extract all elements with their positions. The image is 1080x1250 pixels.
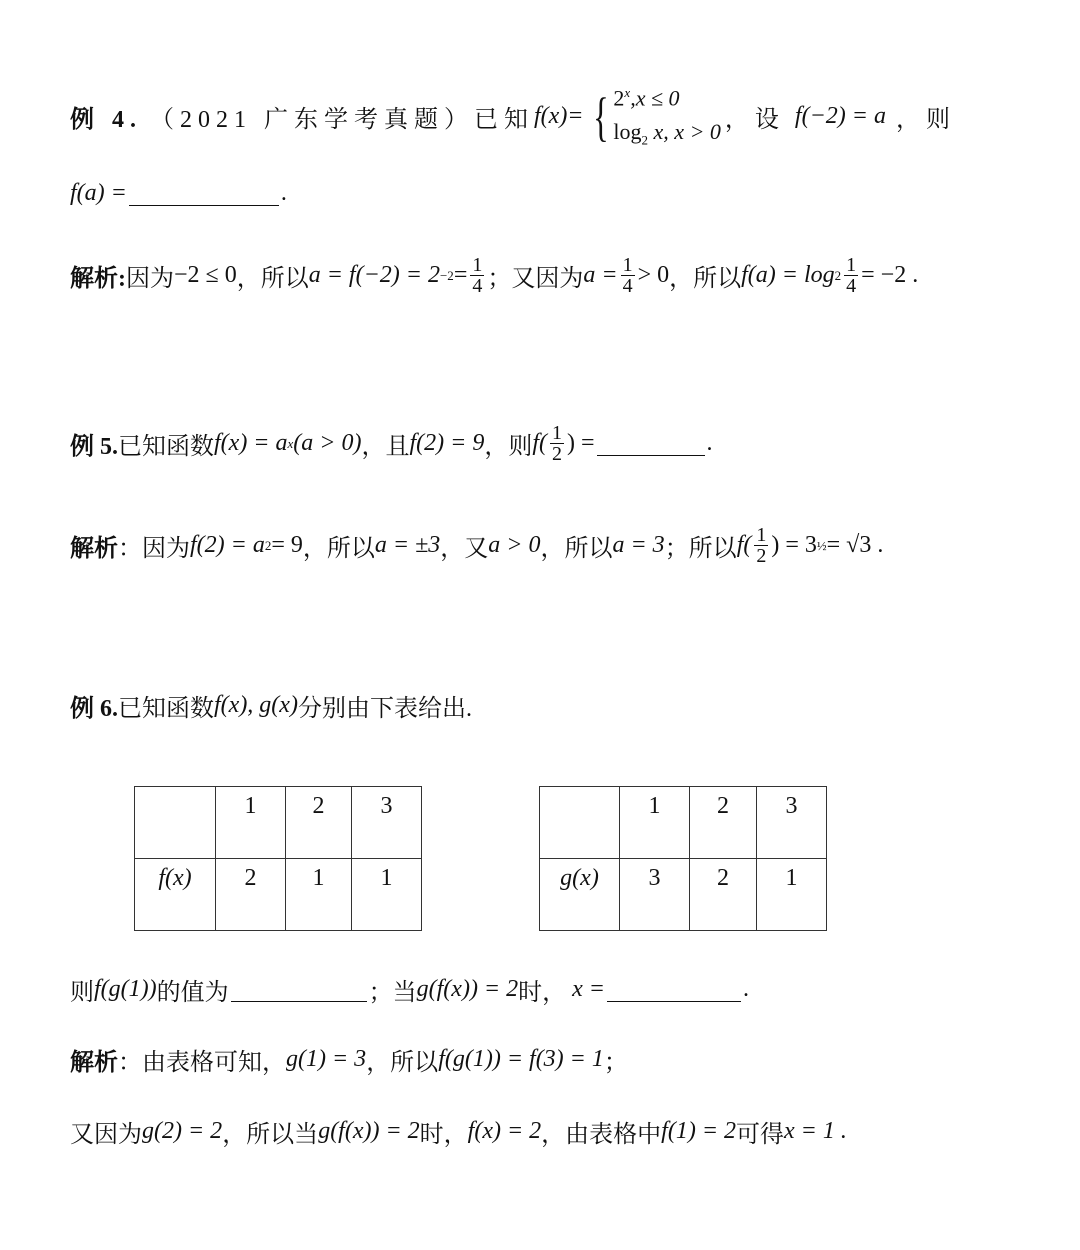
text: ，所以 xyxy=(236,266,309,292)
text: 又因为 xyxy=(70,1122,142,1148)
text: 由表格可知， xyxy=(142,1050,286,1076)
text: ： xyxy=(118,536,142,562)
table-row xyxy=(135,859,422,931)
case1: 2 xyxy=(613,85,625,111)
math: f(g(1)) = f(3) = 1 xyxy=(438,1046,604,1072)
math: f(1) = 2 xyxy=(661,1118,737,1144)
answer-blank[interactable] xyxy=(597,431,705,456)
table-cell: g(x) xyxy=(540,859,620,931)
text: 可得 xyxy=(736,1122,785,1148)
solution-label: 解析 xyxy=(70,536,118,562)
math: f( xyxy=(532,430,547,456)
case2-cond: x, x > 0 xyxy=(648,119,721,145)
period: . xyxy=(742,976,749,1002)
ex5-question xyxy=(70,423,713,464)
math: a = f(−2) = 2 xyxy=(308,262,440,288)
text: ，所以 xyxy=(302,536,375,562)
ex4-set-expr: f(−2) = a xyxy=(794,103,886,130)
text: ，所以当 xyxy=(222,1122,319,1148)
math: a = xyxy=(583,262,618,288)
math: ) = 3 xyxy=(771,532,817,558)
math: a = 3 xyxy=(612,532,665,558)
text: ，则 xyxy=(484,434,533,460)
math: f(x) = 2 xyxy=(467,1118,542,1144)
math: g(2) = 2 xyxy=(142,1118,223,1144)
ex6-label: 例 6. xyxy=(70,696,118,722)
table-row xyxy=(540,787,827,859)
table-cell: 1 xyxy=(352,859,422,931)
ex6-ask xyxy=(70,972,749,1007)
fraction: $\frac{1}{2}$ xyxy=(756,524,767,567)
math: = 9 xyxy=(271,532,303,558)
fraction: $\frac{1}{2}$ xyxy=(552,422,562,465)
text: ，所以 xyxy=(540,536,613,562)
case1-sup: x xyxy=(624,85,631,100)
math: f( xyxy=(736,532,752,558)
text: 因为 xyxy=(142,536,190,562)
math: g(f(x)) = 2 xyxy=(318,1118,420,1144)
fraction: $\frac{1}{4}$ xyxy=(472,254,483,297)
text: 分别由下表给出. xyxy=(297,696,472,722)
math: = xyxy=(453,262,468,288)
math: = −2 . xyxy=(861,262,919,288)
text: 因为 xyxy=(126,266,174,292)
fraction: $\frac{1}{4}$ xyxy=(846,254,857,297)
table-cell xyxy=(135,787,216,859)
ex5-label: 例 5. xyxy=(70,434,118,460)
table-cell xyxy=(540,787,620,859)
text: 时， xyxy=(518,980,567,1006)
text: 已知函数 xyxy=(118,696,214,722)
math: a > 0 xyxy=(488,532,541,558)
math: x = xyxy=(572,976,605,1002)
math: f(x), g(x) xyxy=(214,692,298,718)
case2-sub: 2 xyxy=(641,132,649,148)
math: = √3 . xyxy=(826,532,884,558)
text: 的值为 xyxy=(156,980,229,1006)
math: a = ±3 xyxy=(374,532,441,558)
math: (a > 0) xyxy=(293,430,362,456)
ex4-ask-expr: f(a) = xyxy=(70,180,127,206)
math: ) = xyxy=(567,430,595,456)
sup: ½ xyxy=(816,537,827,553)
solution-label: 解析: xyxy=(70,266,126,292)
fraction: $\frac{1}{4}$ xyxy=(622,254,633,297)
ex4-set: ，设 xyxy=(724,107,785,134)
math: g(f(x)) = 2 xyxy=(416,976,519,1002)
ex6-solution xyxy=(70,1042,628,1077)
sub: 2 xyxy=(834,267,842,283)
answer-blank[interactable] xyxy=(231,977,367,1002)
ex4-then: ，则 xyxy=(895,107,956,134)
table-cell: f(x) xyxy=(135,859,216,931)
answer-blank[interactable] xyxy=(607,977,741,1002)
ex4-known: 已知 xyxy=(474,107,534,134)
table-cell: 2 xyxy=(690,787,757,859)
table-f xyxy=(134,786,422,931)
ex6-question xyxy=(70,688,472,723)
ex6-solution-2 xyxy=(70,1114,847,1149)
text: ： xyxy=(118,1050,142,1076)
math: f(2) = 9 xyxy=(409,430,485,456)
sup: 2 xyxy=(264,537,272,553)
math: f(g(1)) xyxy=(94,976,157,1002)
ex4-question xyxy=(70,76,956,158)
table-row xyxy=(540,859,827,931)
case1-cond: ,x ≤ 0 xyxy=(630,85,680,111)
math: x = 1 . xyxy=(784,1118,847,1144)
math: f(2) = a xyxy=(190,532,265,558)
table-cell: 2 xyxy=(690,859,757,931)
table-cell: 3 xyxy=(757,787,827,859)
table-cell: 1 xyxy=(757,859,827,931)
table-cell: 2 xyxy=(216,859,286,931)
solution-label: 解析 xyxy=(70,1050,118,1076)
text: ；又因为 xyxy=(487,266,584,292)
table-row xyxy=(135,787,422,859)
text: ；所以 xyxy=(664,536,737,562)
ex4-label: 例 4. xyxy=(70,107,142,134)
text: 则 xyxy=(70,980,94,1006)
period: . xyxy=(280,180,287,206)
ex4-fx: f(x)= xyxy=(534,103,584,130)
period: . xyxy=(706,430,713,456)
math: g(1) = 3 xyxy=(286,1046,367,1072)
text: ，由表格中 xyxy=(541,1122,662,1148)
answer-blank[interactable] xyxy=(129,181,279,206)
text: ，且 xyxy=(361,434,410,460)
math: f(x) = a xyxy=(214,430,288,456)
text: ，所以 xyxy=(366,1050,439,1076)
table-g xyxy=(539,786,827,931)
table-cell: 2 xyxy=(286,787,352,859)
table-cell: 1 xyxy=(286,859,352,931)
math: −2 ≤ 0 xyxy=(174,262,237,288)
text: ；当 xyxy=(368,980,417,1006)
sup: x xyxy=(287,435,294,451)
sup: −2 xyxy=(439,267,454,283)
ex4-source: （2021 广东学考真题） xyxy=(150,107,474,134)
ex4-solution xyxy=(70,255,918,296)
piecewise-function xyxy=(588,76,721,158)
text: ，又 xyxy=(440,536,489,562)
text: ，所以 xyxy=(669,266,742,292)
math: > 0 xyxy=(637,262,670,288)
text: 已知函数 xyxy=(118,434,214,460)
table-cell: 1 xyxy=(620,787,690,859)
text: ； xyxy=(603,1050,628,1076)
table-cell: 1 xyxy=(216,787,286,859)
ex4-ask xyxy=(70,180,287,207)
math: f(a) = log xyxy=(741,262,835,288)
table-cell: 3 xyxy=(620,859,690,931)
case2: log xyxy=(613,119,642,145)
brace: { xyxy=(592,86,609,147)
ex5-solution xyxy=(70,525,883,566)
table-cell: 3 xyxy=(352,787,422,859)
text: 时， xyxy=(419,1122,468,1148)
